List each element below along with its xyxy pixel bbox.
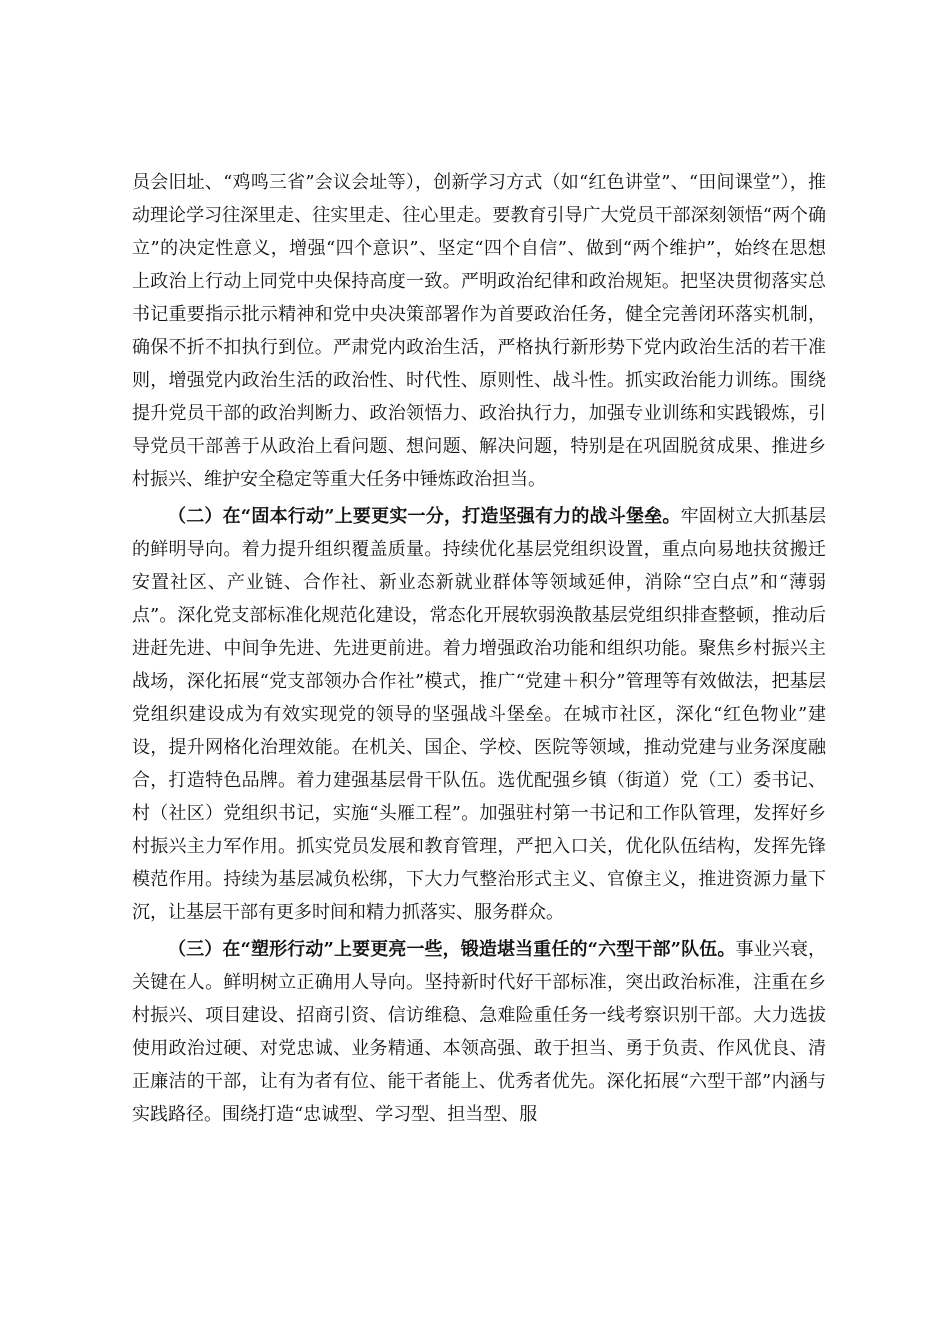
section-consolidate-foundation [132, 500, 826, 929]
paragraph-text: 员会旧址、“鸡鸣三省”会议会址等），创新学习方式（如“红色讲堂”、“田间课堂”），推动理论学习往深里走、往实里走、往心里走。要教育引导广大党员干部深刻领悟“两个确立”的决定性意义，增强“四个意识”、坚定“四个自信”、做到“两个维护”，始终在思想上政治上行动上同党中央保持高度一致。严明政治纪律和政治规矩。把坚决贯彻落实总书记重要指示批示精神和党中央决策部署作为首要政治任务，健全完善闭环落实机制，确保不折不扣执行到位。严肃党内政治生活，严格执行新形势下党内政治生活的若干准则，增强党内政治生活的政治性、时代性、原则性、战斗性。抓实政治能力训练。围绕提升党员干部的政治判断力、政治领悟力、政治执行力，加强专业训练和实践锻炼，引导党员干部善于从政治上看问题、想问题、解决问题，特别是在巩固脱贫成果、推进乡村振兴、维护安全稳定等重大任务中锤炼政治担当。 [132, 172, 826, 490]
document-body [132, 166, 826, 1135]
section-heading: （三）在“塑形行动”上要更亮一些，锻造堪当重任的“六型干部”队伍。 [168, 939, 736, 960]
section-shape-cadres [132, 933, 826, 1131]
section-body: 牢固树立大抓基层的鲜明导向。着力提升组织覆盖质量。持续优化基层党组织设置，重点向易地扶贫搬迁安置社区、产业链、合作社、新业态新就业群体等领域延伸，消除“空白点”和“薄弱点”。深化党支部标准化规范化建设，常态化开展软弱涣散基层党组织排查整顿，推动后进赶先进、中间争先进、先进更前进。着力增强政治功能和组织功能。聚焦乡村振兴主战场，深化拓展“党支部领办合作社”模式，推广“党建＋积分”管理等有效做法，把基层党组织建设成为有效实现党的领导的坚强战斗堡垒。在城市社区，深化“红色物业”建设，提升网格化治理效能。在机关、国企、学校、医院等领域，推动党建与业务深度融合，打造特色品牌。着力建强基层骨干队伍。选优配强乡镇（街道）党（工）委书记、村（社区）党组织书记，实施“头雁工程”。加强驻村第一书记和工作队管理，发挥好乡村振兴主力军作用。抓实党员发展和教育管理，严把入口关，优化队伍结构，发挥先锋模范作用。持续为基层减负松绑，下大力气整治形式主义、官僚主义，推进资源力量下沉，让基层干部有更多时间和精力抓落实、服务群众。 [132, 506, 826, 923]
paragraph-political-training [132, 166, 826, 496]
section-body: 事业兴衰，关键在人。鲜明树立正确用人导向。坚持新时代好干部标准，突出政治标准，注重在乡村振兴、项目建设、招商引资、信访维稳、急难险重任务一线考察识别干部。大力选拔使用政治过硬、对党忠诚、业务精通、本领高强、敢于担当、勇于负责、作风优良、清正廉洁的干部，让有为者有位、能干者能上、优秀者优先。深化拓展“六型干部”内涵与实践路径。围绕打造“忠诚型、学习型、担当型、服 [132, 939, 826, 1125]
section-heading: （二）在“固本行动”上要更实一分，打造坚强有力的战斗堡垒。 [168, 506, 681, 527]
